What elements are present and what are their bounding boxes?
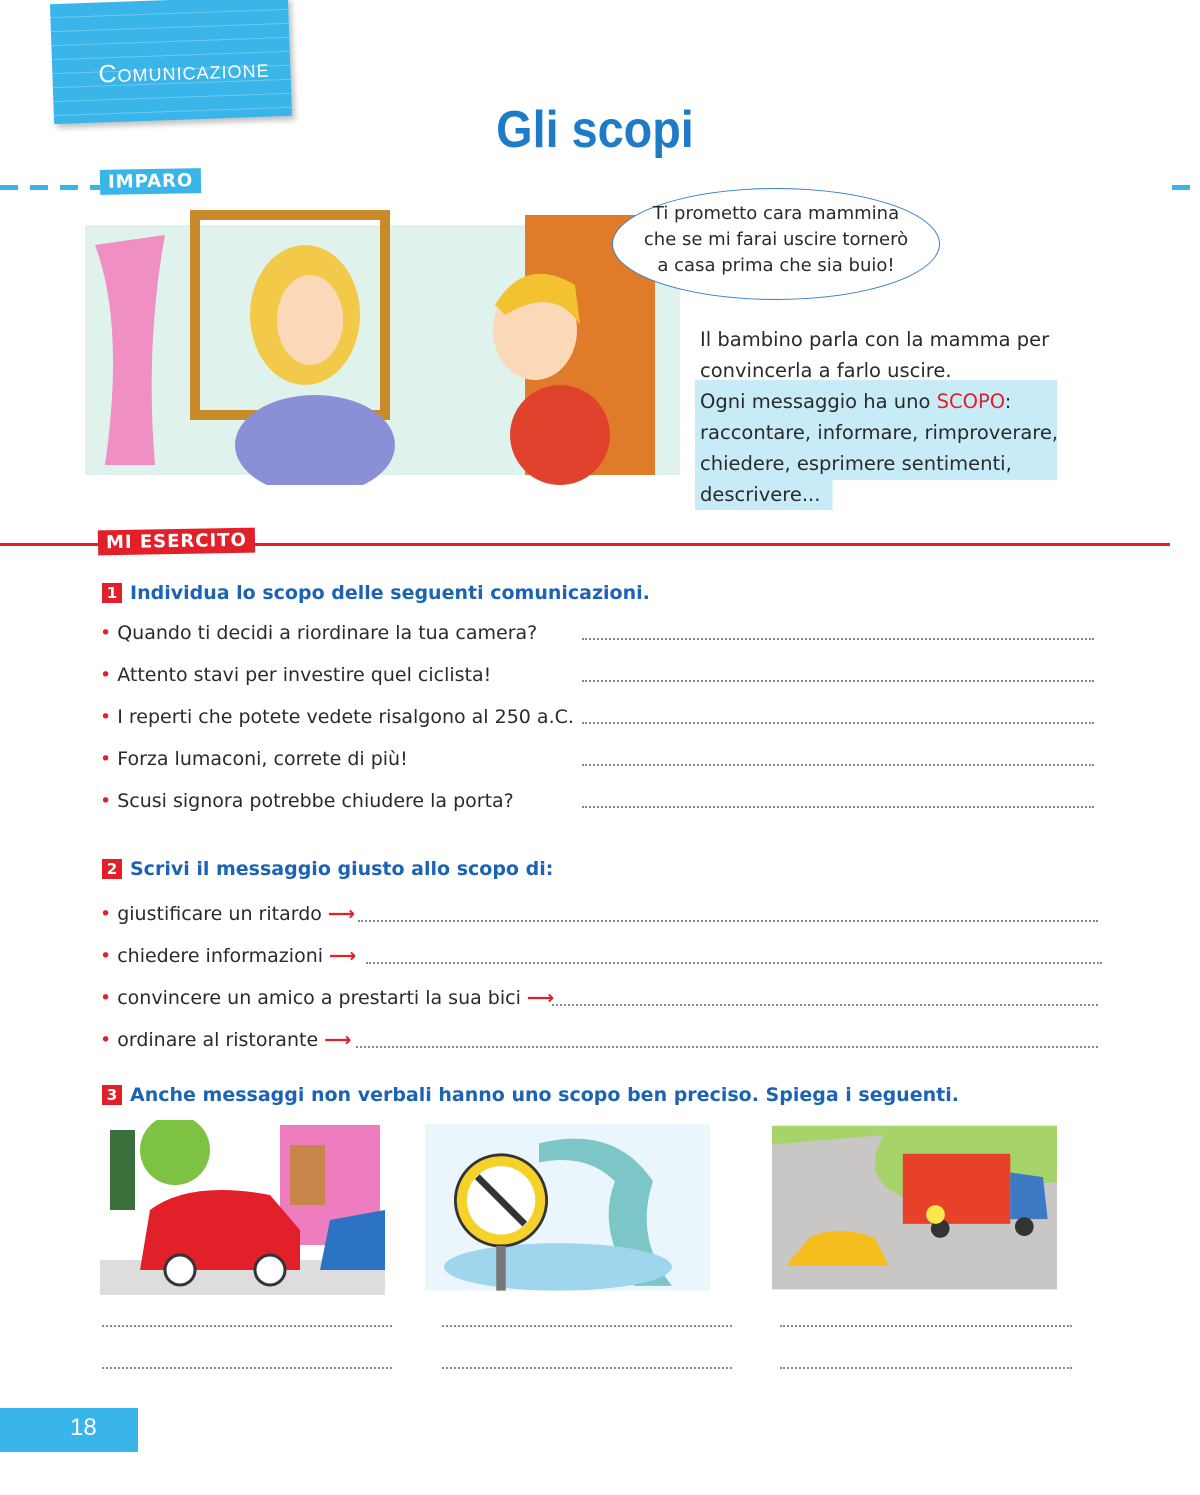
arrow-icon: ⟶ — [324, 1029, 352, 1051]
no-dogs-sign-illustration — [425, 1120, 710, 1295]
speech-line: a casa prima che sia buio! — [657, 255, 895, 276]
list-item: • convincere un amico a prestarti la sua bici ⟶ — [100, 987, 555, 1009]
list-item: • Quando ti decidi a riordinare la tua camera? — [100, 622, 538, 644]
answer-line[interactable] — [356, 1046, 1098, 1048]
exercise-number: 2 — [102, 859, 122, 879]
divider — [1172, 185, 1200, 190]
item-text: giustificare un ritardo — [117, 903, 322, 925]
arrow-icon: ⟶ — [327, 903, 356, 925]
section-label: Comunicazione — [97, 54, 270, 89]
page-title: Gli scopi — [496, 101, 694, 159]
answer-line[interactable] — [582, 722, 1094, 724]
arrow-icon: ⟶ — [526, 987, 555, 1009]
answer-line[interactable] — [582, 806, 1094, 808]
item-text: ordinare al ristorante — [117, 1029, 319, 1051]
explanation-scopo — [700, 386, 1070, 510]
truck-car-illustration — [772, 1120, 1057, 1295]
text: Ogni messaggio ha uno — [700, 390, 937, 413]
exercise-2-title — [102, 858, 553, 880]
answer-line[interactable] — [102, 1367, 392, 1369]
divider — [0, 185, 100, 190]
answer-line[interactable] — [582, 638, 1094, 640]
answer-line[interactable] — [780, 1325, 1072, 1327]
answer-line[interactable] — [582, 764, 1094, 766]
answer-line[interactable] — [366, 962, 1102, 964]
item-text: chiedere informazioni — [117, 945, 324, 967]
exercise-1-title — [102, 582, 650, 604]
scopo-keyword: SCOPO — [936, 390, 1005, 413]
item-text: convincere un amico a prestarti la sua bici — [117, 987, 521, 1009]
item-text: Forza lumaconi, correte di più! — [117, 748, 408, 770]
item-text: I reperti che potete vedete risalgono al 250 a.C. — [117, 706, 574, 728]
item-text: Scusi signora potrebbe chiudere la porta? — [117, 790, 514, 812]
text: : raccontare, informare, rimproverare, chiedere, esprimere sentimenti, descrivere... — [700, 390, 1059, 506]
exercise-number: 1 — [102, 583, 122, 603]
exercise-title: Anche messaggi non verbali hanno uno scopo ben preciso. Spiega i seguenti. — [130, 1084, 959, 1106]
answer-line[interactable] — [780, 1367, 1072, 1369]
answer-line[interactable] — [102, 1325, 392, 1327]
arrow-icon: ⟶ — [329, 945, 357, 967]
exercise-title: Individua lo scopo delle seguenti comunicazioni. — [130, 582, 650, 604]
mi-esercito-label: MI ESERCITO — [98, 528, 255, 556]
item-text: Quando ti decidi a riordinare la tua camera? — [117, 622, 538, 644]
page-number: 18 — [0, 1408, 138, 1452]
speech-line: Ti prometto cara mammina — [652, 203, 900, 224]
answer-line[interactable] — [552, 1004, 1098, 1006]
speech-line: che se mi farai uscire tornerò — [643, 229, 909, 250]
item-text: Attento stavi per investire quel ciclista! — [117, 664, 492, 686]
exercise-number: 3 — [102, 1085, 122, 1105]
answer-line[interactable] — [442, 1325, 732, 1327]
imparo-label: IMPARO — [100, 168, 202, 195]
mother-child-illustration — [85, 205, 680, 485]
list-item: • Scusi signora potrebbe chiudere la porta? — [100, 790, 514, 812]
traffic-light-car-illustration — [100, 1120, 385, 1295]
list-item: • ordinare al ristorante ⟶ — [100, 1029, 352, 1051]
list-item: • Attento stavi per investire quel ciclista! — [100, 664, 492, 686]
list-item: • I reperti che potete vedete risalgono al 250 a.C. — [100, 706, 574, 728]
list-item: • Forza lumaconi, correte di più! — [100, 748, 408, 770]
answer-line[interactable] — [442, 1367, 732, 1369]
exercise-title: Scrivi il messaggio giusto allo scopo di: — [130, 858, 554, 880]
speech-bubble — [612, 188, 940, 300]
answer-line[interactable] — [582, 680, 1094, 682]
list-item: • chiedere informazioni ⟶ — [100, 945, 357, 967]
explanation — [700, 324, 1070, 510]
explanation-text: Il bambino parla con la mamma per convincerla a farlo uscire. — [700, 328, 1050, 382]
exercise-3-title — [102, 1084, 959, 1106]
answer-line[interactable] — [358, 920, 1098, 922]
list-item: • giustificare un ritardo ⟶ — [100, 903, 356, 925]
